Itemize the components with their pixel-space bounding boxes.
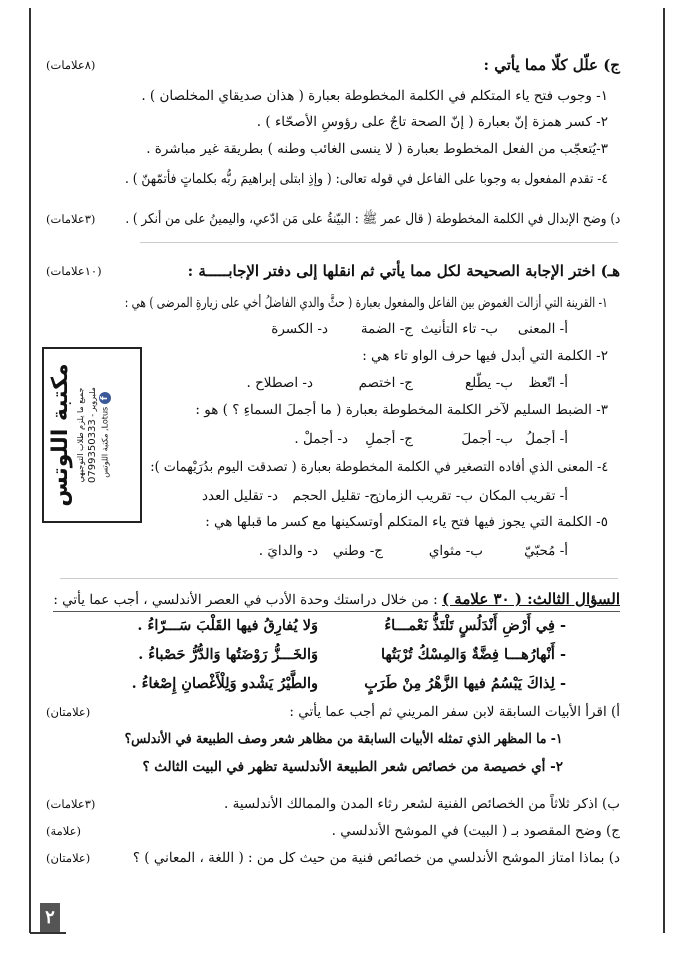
section-j-item-1: ١- وجوب فتح ياء المتكلم في الكلمة المخطوطة بعبارة ( هذان صديقاي المخلصان ) . bbox=[141, 88, 608, 104]
question-4-options bbox=[202, 487, 568, 505]
option: ج- اختصم bbox=[358, 375, 413, 391]
question-2-options bbox=[246, 374, 568, 392]
option: د- الكسرة bbox=[271, 321, 328, 337]
question-3-intro: : من خلال دراستك وحدة الأدب في العصر الأندلسي ، أجب عما يأتي : bbox=[53, 592, 442, 608]
option: د- والدايَ . bbox=[258, 543, 318, 559]
section-j-item-2: ٢- كسر همزة إنّ بعبارة ( إنّ الصحة تاجٌ على رؤوسِ الأصحّاء ) . bbox=[256, 114, 608, 130]
question-3-title: السؤال الثالث: ( ٣٠ علامة ) bbox=[441, 590, 620, 608]
option: ج- وطني bbox=[332, 543, 383, 559]
option: ج- أجملِ bbox=[365, 431, 413, 447]
option: أ- تقريب المكان bbox=[478, 488, 568, 504]
option: أ- مُحبّيّ bbox=[524, 543, 568, 559]
library-stamp bbox=[42, 347, 142, 523]
verse-2-second: وَالخَـــزُّ رَوْضَتُها وَالدُّرُّ حَصْباءُ . bbox=[138, 646, 318, 663]
option: ج- الضمة bbox=[360, 321, 413, 337]
divider bbox=[140, 242, 618, 243]
section-d-text: د) وضح الإبدال في الكلمة المخطوطة ( قال عمر ﷺ : البيّنةُ على مَن ادّعي، واليمينُ على من أنكر ) . bbox=[125, 211, 620, 227]
option: ب- مثواي bbox=[428, 543, 483, 559]
question-3-options bbox=[294, 430, 568, 448]
question-4: ٤- المعنى الذي أفاده التصغير في الكلمة المخطوطة بعبارة ( تصدقت اليوم بدُرَيْهمات ): bbox=[149, 459, 608, 475]
facebook-icon: f bbox=[99, 392, 111, 404]
q3-part-b: ب) اذكر ثلاثاً من الخصائص الفنية لشعر رثاء المدن والممالك الأندلسية . bbox=[224, 796, 620, 812]
verse-1-second: وَلا يُفارِقُ فيها القَلْبَ سَـــرّاءُ . bbox=[137, 617, 318, 634]
q3-part-a-marks: (علامتان) bbox=[46, 705, 91, 719]
stamp-phone: 0799350333 bbox=[87, 419, 98, 483]
option: د- اصطلاح . bbox=[246, 375, 313, 391]
question-1: ١- القرينة التي أزالت الغموض بين الفاعل والمفعول بعبارة ( حثَّ والدي الفاضلُ أخي على زيارةِ المرضى ) هي : bbox=[125, 295, 608, 311]
q3-part-d: د) بماذا امتاز الموشح الأندلسي من خصائص فنية من حيث كل من : ( اللغة ، المعاني ) ؟ bbox=[132, 850, 620, 866]
divider bbox=[60, 578, 618, 579]
option: ب- أجملَ bbox=[461, 431, 513, 447]
section-h-title: هـ) اختر الإجابة الصحيحة لكل مما يأتي ثم انقلها إلى دفتر الإجابـــــة : bbox=[187, 262, 620, 280]
section-j-item-4: ٤- تقدم المفعول به وجوبا على الفاعل في قوله تعالى: ( وإذِ ابتلى إبراهيمَ ربُّه بكلماتٍ فأتمّهنّ ) . bbox=[124, 171, 608, 187]
verse-1-first: - فِي أَرْضِ أَنْدَلُسٍ تَلْتَذُّ نَعْمـــاءُ bbox=[384, 617, 566, 634]
page-number: ٢ bbox=[40, 903, 60, 933]
question-1-options bbox=[271, 320, 568, 338]
section-j-marks: (٨علامات) bbox=[46, 58, 96, 72]
option: د- تقليل العدد bbox=[202, 488, 278, 504]
q3-part-c-marks: (علامة) bbox=[46, 824, 82, 838]
option: ب- يطّلع bbox=[464, 375, 513, 391]
q3-part-c: ج) وضح المقصود بـ ( البيت) في الموشح الأندلسي . bbox=[331, 823, 620, 839]
verse-2-first: - أَنْهارُهـــا فِضَّةٌ وَالمِسْكُ تُرْبَتُها bbox=[380, 646, 566, 663]
verse-3-first: - لِذاكَ يَبْسُمُ فيها الزَّهْرُ مِنْ طَرَبٍ bbox=[364, 675, 566, 692]
option: ب- تاء التأنيث bbox=[420, 321, 498, 337]
q3-part-a-item-1: ١- ما المظهر الذي تمثله الأبيات السابقة من مظاهر شعر وصف الطبيعة في الأندلس؟ bbox=[124, 731, 563, 747]
stamp-title: مكتبة اللوتس bbox=[48, 363, 73, 507]
stamp-subtitle: جميع ما يلزم طلاب التوجيهي bbox=[76, 387, 85, 483]
verse-3-second: والطَّيْرُ يَشْدو وَلِلْأَغْصانِ إِصْغاءُ . bbox=[131, 675, 318, 692]
page-number-rule bbox=[30, 932, 66, 934]
q3-part-a-item-2: ٢- أي خصيصة من خصائص شعر الطبيعة الأندلسية تظهر في البيت الثالث ؟ bbox=[142, 759, 563, 775]
question-3: ٣- الضبط السليم لآخر الكلمة المخطوطة بعبارة ( ما أجملَ السماءِ ؟ ) هو : bbox=[195, 402, 608, 418]
question-2: ٢- الكلمة التي أبدل فيها حرف الواو تاء هي : bbox=[362, 348, 608, 364]
stamp-delivery: ملبروير - bbox=[88, 387, 97, 417]
option: أ- اتّعظ bbox=[528, 375, 568, 391]
q3-part-d-marks: (علامتان) bbox=[46, 851, 91, 865]
option: أ- أجملُ bbox=[525, 431, 568, 447]
question-5: ٥- الكلمة التي يجوز فيها فتح ياء المتكلم أوتسكينها مع كسر ما قبلها هي : bbox=[205, 514, 608, 530]
option: ب- تقريب الزمان bbox=[375, 488, 473, 504]
option: ج- تقليل الحجم bbox=[292, 488, 378, 504]
q3-part-a: أ) اقرأ الأبيات السابقة لابن سفر المريني ثم أجب عما يأتي : bbox=[289, 704, 620, 720]
option: أ- المعنى bbox=[517, 321, 568, 337]
section-h-marks: (١٠علامات) bbox=[46, 264, 102, 278]
question-5-options bbox=[259, 542, 568, 560]
question-3-header bbox=[53, 590, 620, 612]
q3-part-b-marks: (٣علامات) bbox=[46, 797, 96, 811]
section-j-title: ج) علّل كلّا مما يأتي : bbox=[483, 56, 620, 74]
section-d-marks: (٣علامات) bbox=[46, 212, 96, 226]
stamp-brand: Lotus, مكتبة اللوتس bbox=[100, 406, 110, 478]
option: د- أجملْ . bbox=[294, 431, 348, 447]
section-j-item-3: ٣-يُتعجّب من الفعل المخطوط بعبارة ( لا ينسى الغائب وطنه ) بطريقة غير مباشرة . bbox=[146, 141, 608, 157]
